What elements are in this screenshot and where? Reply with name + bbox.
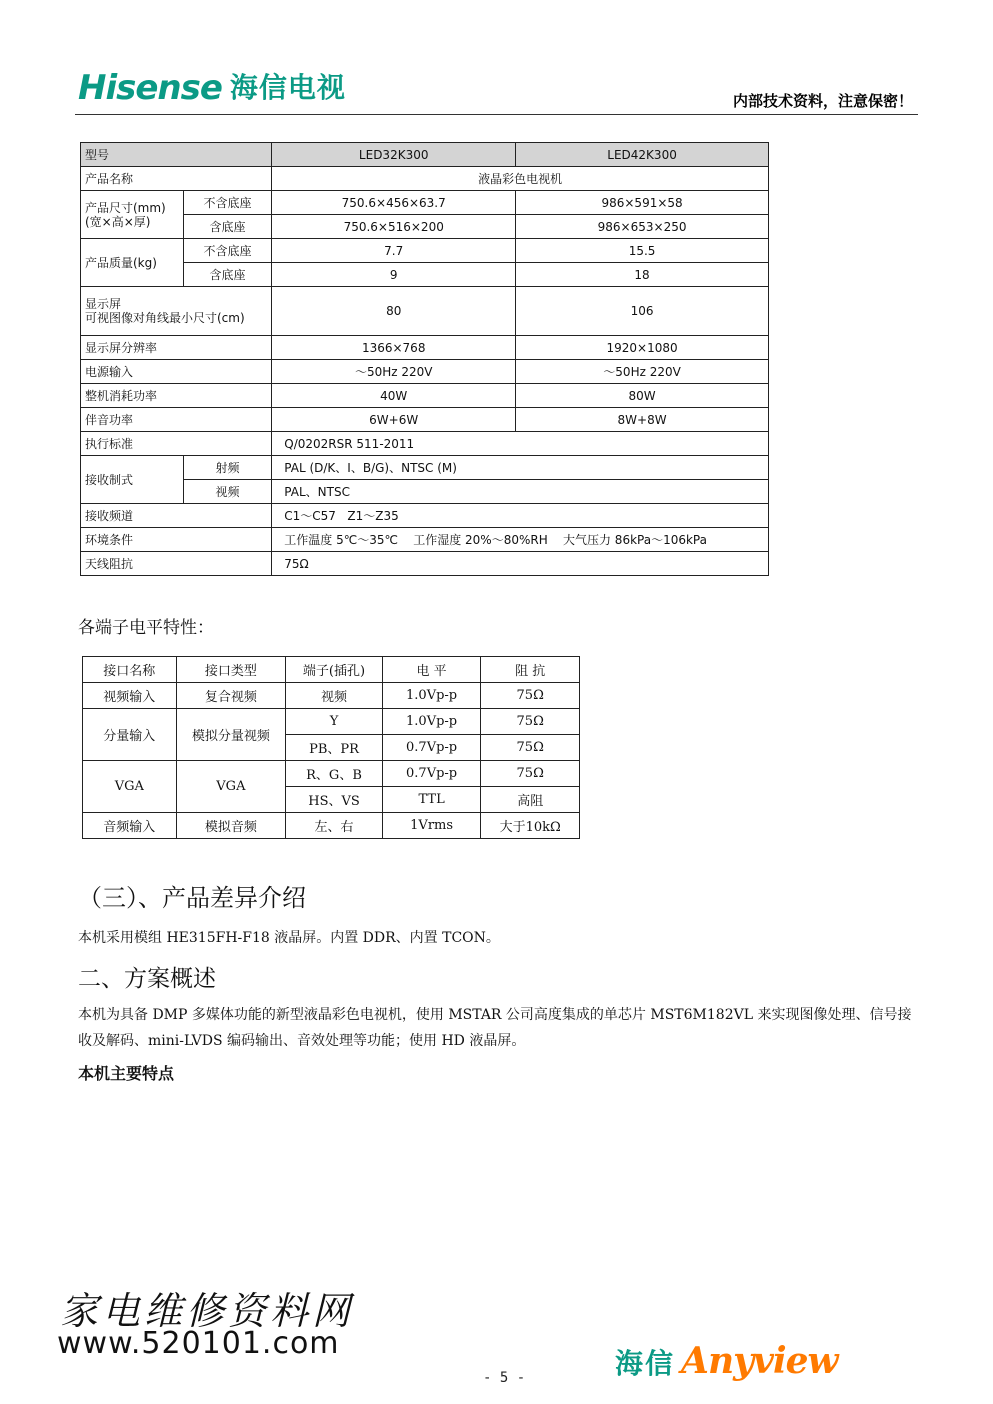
hisense-logo: [78, 70, 346, 106]
spec-value: 986×591×58: [516, 191, 769, 215]
spec-header-model: 型号: [81, 143, 272, 167]
iface-cell: 模拟音频: [176, 813, 286, 839]
watermark-cn: 家电维修资料网: [60, 1289, 355, 1333]
iface-cell: VGA: [83, 761, 177, 813]
spec-value: 75Ω: [272, 552, 769, 576]
spec-value: 1920×1080: [516, 336, 769, 360]
iface-cell: 模拟分量视频: [176, 709, 286, 761]
iface-cell: 75Ω: [481, 709, 580, 735]
spec-label: 整机消耗功率: [81, 384, 272, 408]
iface-cell: Y: [286, 709, 383, 735]
spec-value: 7.7: [272, 239, 516, 263]
iface-cell: 视频输入: [83, 683, 177, 709]
iface-cell: PB、PR: [286, 735, 383, 761]
iface-cell: 分量输入: [83, 709, 177, 761]
iface-header: 阻 抗: [481, 657, 580, 683]
iface-cell: 75Ω: [481, 683, 580, 709]
spec-label: 产品质量(kg): [81, 239, 184, 287]
confidential-notice: 内部技术资料，注意保密！: [732, 92, 913, 110]
spec-label: [81, 287, 272, 336]
spec-label: 伴音功率: [81, 408, 272, 432]
section3-text: 本机采用模组 HE315FH-F18 液晶屏。内置 DDR、内置 TCON。: [78, 930, 500, 946]
spec-header-m2: LED42K300: [516, 143, 769, 167]
spec-value: 750.6×456×63.7: [272, 191, 516, 215]
anyview-logo: [615, 1340, 838, 1382]
section3-title: （三）、产品差异介绍: [78, 884, 306, 912]
spec-value: 6W+6W: [272, 408, 516, 432]
iface-cell: R、G、B: [286, 761, 383, 787]
spec-sublabel: 不含底座: [183, 191, 272, 215]
spec-value: 40W: [272, 384, 516, 408]
spec-value: 18: [516, 263, 769, 287]
spec-sublabel: 射频: [183, 456, 272, 480]
spec-label: 接收频道: [81, 504, 272, 528]
spec-label: 天线阻抗: [81, 552, 272, 576]
iface-cell: VGA: [176, 761, 286, 813]
page-number: - 5 -: [483, 1370, 526, 1386]
iface-cell: 音频输入: [83, 813, 177, 839]
spec-label: 电源输入: [81, 360, 272, 384]
spec-label: 产品尺寸(mm) (宽×高×厚): [81, 191, 184, 239]
iface-cell: TTL: [382, 787, 481, 813]
spec-value: 80: [272, 287, 516, 336]
brand-cn: 海信电视: [229, 71, 346, 104]
iface-cell: 大于10kΩ: [481, 813, 580, 839]
spec-value: 液晶彩色电视机: [272, 167, 769, 191]
iface-cell: 1.0Vp-p: [382, 683, 481, 709]
iface-cell: HS、VS: [286, 787, 383, 813]
spec-label: 显示屏分辨率: [81, 336, 272, 360]
spec-label: 产品名称: [81, 167, 272, 191]
iface-header: 接口类型: [176, 657, 286, 683]
iface-cell: 75Ω: [481, 761, 580, 787]
brand-name: Hisense: [78, 68, 222, 108]
iface-header: 端子(插孔): [286, 657, 383, 683]
features-title: 本机主要特点: [78, 1064, 175, 1083]
watermark-url: www.520101.com: [57, 1326, 340, 1361]
spec-label: 接收制式: [81, 456, 184, 504]
spec-sublabel: 不含底座: [183, 239, 272, 263]
iface-cell: 高阻: [481, 787, 580, 813]
spec-value: 工作温度 5℃～35℃ 工作湿度 20%～80%RH 大气压力 86kPa～106kPa: [272, 528, 769, 552]
spec-value: 750.6×516×200: [272, 215, 516, 239]
interface-caption: 各端子电平特性：: [78, 618, 214, 638]
iface-header: 接口名称: [83, 657, 177, 683]
iface-cell: 左、右: [286, 813, 383, 839]
spec-value: 9: [272, 263, 516, 287]
spec-sublabel: 含底座: [183, 263, 272, 287]
spec-value: ～50Hz 220V: [272, 360, 516, 384]
spec-value: 15.5: [516, 239, 769, 263]
section2-title: 二、方案概述: [78, 966, 216, 992]
spec-value: C1～C57 Z1～Z35: [272, 504, 769, 528]
spec-value: 8W+8W: [516, 408, 769, 432]
header-divider: [75, 114, 918, 115]
spec-label-line: 显示屏: [85, 297, 122, 311]
interface-table: [82, 656, 580, 839]
spec-value: Q/0202RSR 511-2011: [272, 432, 769, 456]
iface-header: 电 平: [382, 657, 481, 683]
iface-cell: 75Ω: [481, 735, 580, 761]
iface-cell: 0.7Vp-p: [382, 735, 481, 761]
iface-cell: 0.7Vp-p: [382, 761, 481, 787]
spec-sublabel: 视频: [183, 480, 272, 504]
iface-cell: 1Vrms: [382, 813, 481, 839]
anyview-logo-cn: 海信: [615, 1347, 676, 1380]
section2-text: 本机为具备 DMP 多媒体功能的新型液晶彩色电视机，使用 MSTAR 公司高度集成的单芯片 MST6M182VL 来实现图像处理、信号接收及解码、mini-LVDS 编码输出、音效处理等功能；使用 HD 液晶屏。: [78, 1007, 912, 1049]
spec-value: 1366×768: [272, 336, 516, 360]
spec-label-line: 可视图像对角线最小尺寸(cm): [85, 311, 245, 325]
spec-value: PAL (D/K、I、B/G)、NTSC (M): [272, 456, 769, 480]
anyview-logo-en: Anyview: [681, 1340, 838, 1382]
iface-cell: 1.0Vp-p: [382, 709, 481, 735]
spec-value: ～50Hz 220V: [516, 360, 769, 384]
iface-cell: 视频: [286, 683, 383, 709]
spec-value: 80W: [516, 384, 769, 408]
iface-cell: 复合视频: [176, 683, 286, 709]
spec-label: 环境条件: [81, 528, 272, 552]
spec-value: 986×653×250: [516, 215, 769, 239]
spec-value: PAL、NTSC: [272, 480, 769, 504]
spec-header-m1: LED32K300: [272, 143, 516, 167]
spec-table: [80, 142, 769, 576]
spec-label: 执行标准: [81, 432, 272, 456]
spec-sublabel: 含底座: [183, 215, 272, 239]
spec-value: 106: [516, 287, 769, 336]
